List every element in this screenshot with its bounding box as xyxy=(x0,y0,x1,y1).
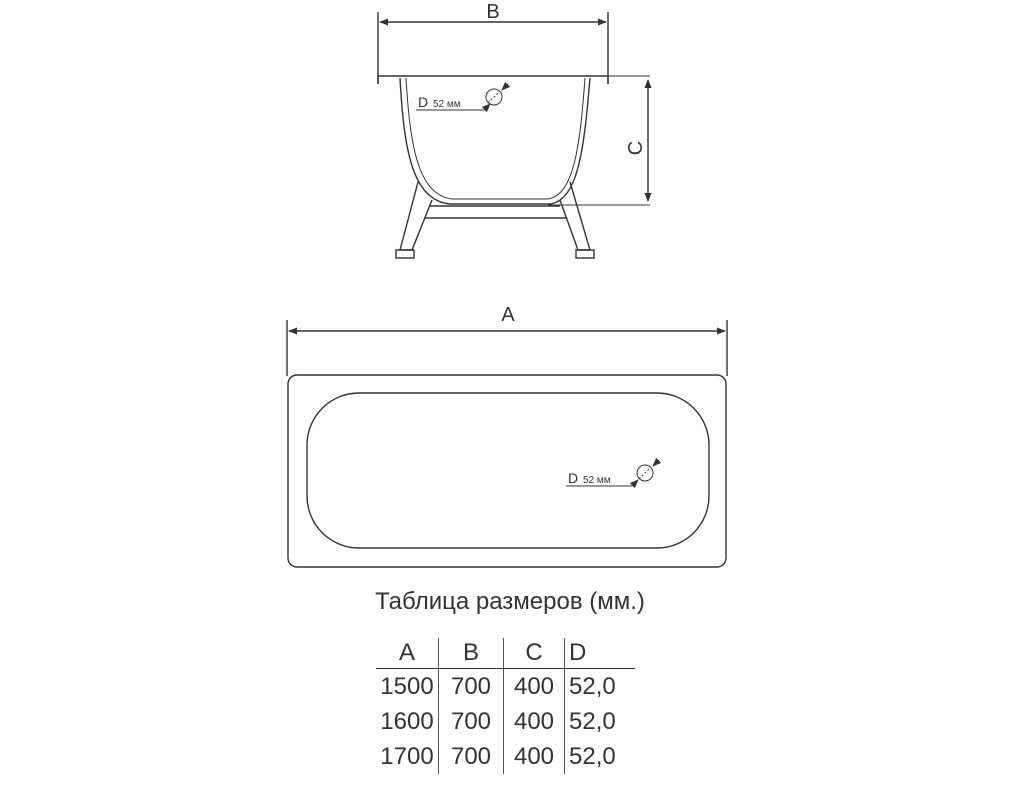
cell-b: 700 xyxy=(439,669,504,705)
table-row xyxy=(376,704,635,739)
dimension-c-label: C xyxy=(625,140,647,156)
table-row xyxy=(376,739,635,774)
top-basin xyxy=(307,393,709,548)
cell-c: 400 xyxy=(504,704,565,739)
side-view xyxy=(378,1,650,258)
table-header-row xyxy=(376,638,635,669)
dimension-b-label: B xyxy=(486,1,500,23)
top-drain-unit: 52 мм xyxy=(583,475,611,486)
cell-a: 1500 xyxy=(380,673,434,700)
top-drain-label: D xyxy=(568,470,579,486)
side-tub-inner xyxy=(406,78,585,199)
header-c: C xyxy=(504,638,565,669)
size-table xyxy=(376,638,635,774)
header-b: B xyxy=(439,638,504,669)
table-row xyxy=(376,669,635,705)
cell-a: 1600 xyxy=(380,708,434,735)
top-rim xyxy=(288,375,726,567)
cell-d: 52,0 xyxy=(565,739,636,774)
header-a: A xyxy=(376,638,439,669)
top-drain xyxy=(566,460,659,486)
cell-d: 52,0 xyxy=(565,669,636,705)
table-title: Таблица размеров (мм.) xyxy=(375,588,645,615)
cell-a: 1700 xyxy=(380,743,434,770)
dimension-a xyxy=(287,304,727,376)
cell-b: 700 xyxy=(439,704,504,739)
header-d: D xyxy=(565,638,636,669)
side-drain-label: D xyxy=(418,94,429,110)
dimension-a-label: A xyxy=(501,304,515,326)
side-drain xyxy=(416,84,508,110)
cell-c: 400 xyxy=(504,669,565,705)
side-rim xyxy=(378,76,608,84)
cell-c: 400 xyxy=(504,739,565,774)
top-view xyxy=(287,304,727,567)
dimension-c xyxy=(625,80,648,201)
cell-b: 700 xyxy=(439,739,504,774)
cell-d: 52,0 xyxy=(565,704,636,739)
side-drain-unit: 52 мм xyxy=(433,99,461,110)
side-legs xyxy=(396,182,594,258)
dimension-b xyxy=(378,1,608,84)
